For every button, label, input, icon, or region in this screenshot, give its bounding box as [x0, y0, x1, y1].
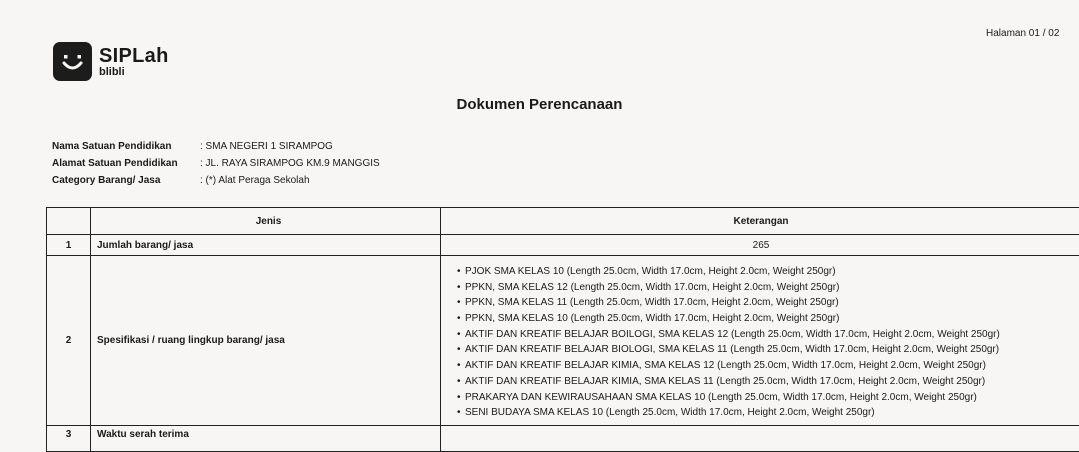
siplah-logo	[53, 42, 169, 81]
row-keterangan: 265	[441, 235, 1079, 256]
row-number: 2	[47, 256, 91, 426]
info-row-category	[52, 172, 380, 189]
list-item: • AKTIF DAN KREATIF BELAJAR KIMIA, SMA KELAS 12 (Length 25.0cm, Width 17.0cm, Height 2.0cm, Weight 250gr)	[465, 358, 1079, 374]
planning-table	[46, 207, 1079, 452]
document-title: Dokumen Perencanaan	[0, 96, 1079, 113]
list-item: • PRAKARYA DAN KEWIRAUSAHAAN SMA KELAS 10 (Length 25.0cm, Width 17.0cm, Height 2.0cm, Weight 250gr)	[465, 390, 1079, 406]
row-keterangan	[441, 425, 1079, 451]
info-row-school-address	[52, 155, 380, 172]
info-value: : (*) Alat Peraga Sekolah	[200, 175, 310, 186]
logo-name: SIPLah	[99, 46, 169, 66]
list-item: • PJOK SMA KELAS 10 (Length 25.0cm, Width 17.0cm, Height 2.0cm, Weight 250gr)	[465, 264, 1079, 280]
info-row-school-name	[52, 138, 380, 155]
list-item: • AKTIF DAN KREATIF BELAJAR BIOLOGI, SMA KELAS 11 (Length 25.0cm, Width 17.0cm, Height 2.0cm, Weight 250gr)	[465, 342, 1079, 358]
page-number: Halaman 01 / 02	[986, 28, 1059, 39]
info-label: Nama Satuan Pendidikan	[52, 141, 200, 152]
specification-list	[441, 256, 1079, 425]
table-row	[47, 256, 1079, 426]
logo-subtitle: blibli	[99, 67, 169, 78]
list-item: • SENI BUDAYA SMA KELAS 10 (Length 25.0cm, Width 17.0cm, Height 2.0cm, Weight 250gr)	[465, 405, 1079, 421]
row-jenis: Waktu serah terima	[91, 425, 441, 451]
info-label: Alamat Satuan Pendidikan	[52, 158, 200, 169]
row-jenis: Jumlah barang/ jasa	[91, 235, 441, 256]
header-jenis: Jenis	[91, 208, 441, 235]
shopping-bag-smile-icon	[53, 42, 92, 81]
info-value: : SMA NEGERI 1 SIRAMPOG	[200, 141, 333, 152]
list-item: • PPKN, SMA KELAS 11 (Length 25.0cm, Width 17.0cm, Height 2.0cm, Weight 250gr)	[465, 295, 1079, 311]
table-row	[47, 235, 1079, 256]
list-item: • AKTIF DAN KREATIF BELAJAR BOILOGI, SMA KELAS 12 (Length 25.0cm, Width 17.0cm, Height 2.0cm, Weight 250gr)	[465, 327, 1079, 343]
row-number: 1	[47, 235, 91, 256]
row-number: 3	[47, 425, 91, 451]
row-keterangan	[441, 256, 1079, 426]
list-item: • PPKN, SMA KELAS 12 (Length 25.0cm, Width 17.0cm, Height 2.0cm, Weight 250gr)	[465, 280, 1079, 296]
header-keterangan: Keterangan	[441, 208, 1079, 235]
header-no	[47, 208, 91, 235]
info-label: Category Barang/ Jasa	[52, 175, 200, 186]
school-info	[52, 138, 380, 189]
table-header-row	[47, 208, 1079, 235]
row-jenis: Spesifikasi / ruang lingkup barang/ jasa	[91, 256, 441, 426]
table-row	[47, 425, 1079, 451]
list-item: • PPKN, SMA KELAS 10 (Length 25.0cm, Width 17.0cm, Height 2.0cm, Weight 250gr)	[465, 311, 1079, 327]
info-value: : JL. RAYA SIRAMPOG KM.9 MANGGIS	[200, 158, 380, 169]
list-item: • AKTIF DAN KREATIF BELAJAR KIMIA, SMA KELAS 11 (Length 25.0cm, Width 17.0cm, Height 2.0cm, Weight 250gr)	[465, 374, 1079, 390]
